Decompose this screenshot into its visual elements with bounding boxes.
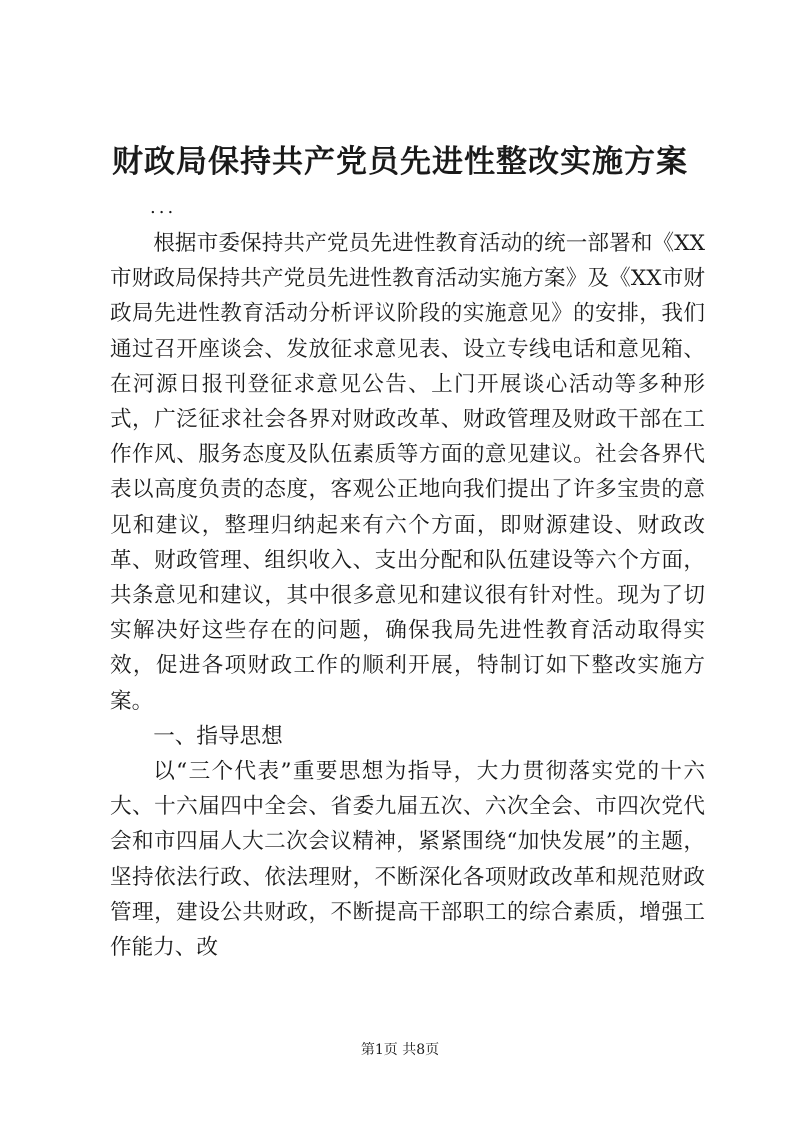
document-title: 财政局保持共产党员先进性整改实施方案	[112, 144, 688, 180]
page-footer: 第1页 共8页	[360, 1042, 440, 1058]
document-body	[110, 226, 705, 965]
ellipsis-marker: ...	[150, 197, 177, 218]
paragraph-intro: 根据市委保持共产党员先进性教育活动的统一部署和《XX市财政局保持共产党员先进性教育活动实施方案》及《XX市财政局先进性教育活动分析评议阶段的实施意见》的安排，我们通过召开座谈会、发放征求意见表、设立专线电话和意见箱、在河源日报刊登征求意见公告、上门开展谈心活动等多种形式，广泛征求社会各界对财政改革、财政管理及财政干部在工作作风、服务态度及队伍素质等方面的意见建议。社会各界代表以高度负责的态度，客观公正地向我们提出了许多宝贵的意见和建议，整理归纳起来有六个方面，即财源建设、财政改革、财政管理、组织收入、支出分配和队伍建设等六个方面，共条意见和建议，其中很多意见和建议很有针对性。现为了切实解决好这些存在的问题，确保我局先进性教育活动取得实效，促进各项财政工作的顺利开展，特制订如下整改实施方案。	[110, 231, 705, 714]
paragraph-guiding-ideology: 以“三个代表”重要思想为指导，大力贯彻落实党的十六大、十六届四中全会、省委九届五次、六次全会、市四次党代会和市四届人大二次会议精神，紧紧围绕“加快发展”的主题，坚持依法行政、依法理财，不断深化各项财政改革和规范财政管理，建设公共财政，不断提高干部职工的综合素质，增强工作能力、改	[110, 759, 705, 961]
section-heading-guiding-ideology: 一、指导思想	[153, 723, 283, 749]
